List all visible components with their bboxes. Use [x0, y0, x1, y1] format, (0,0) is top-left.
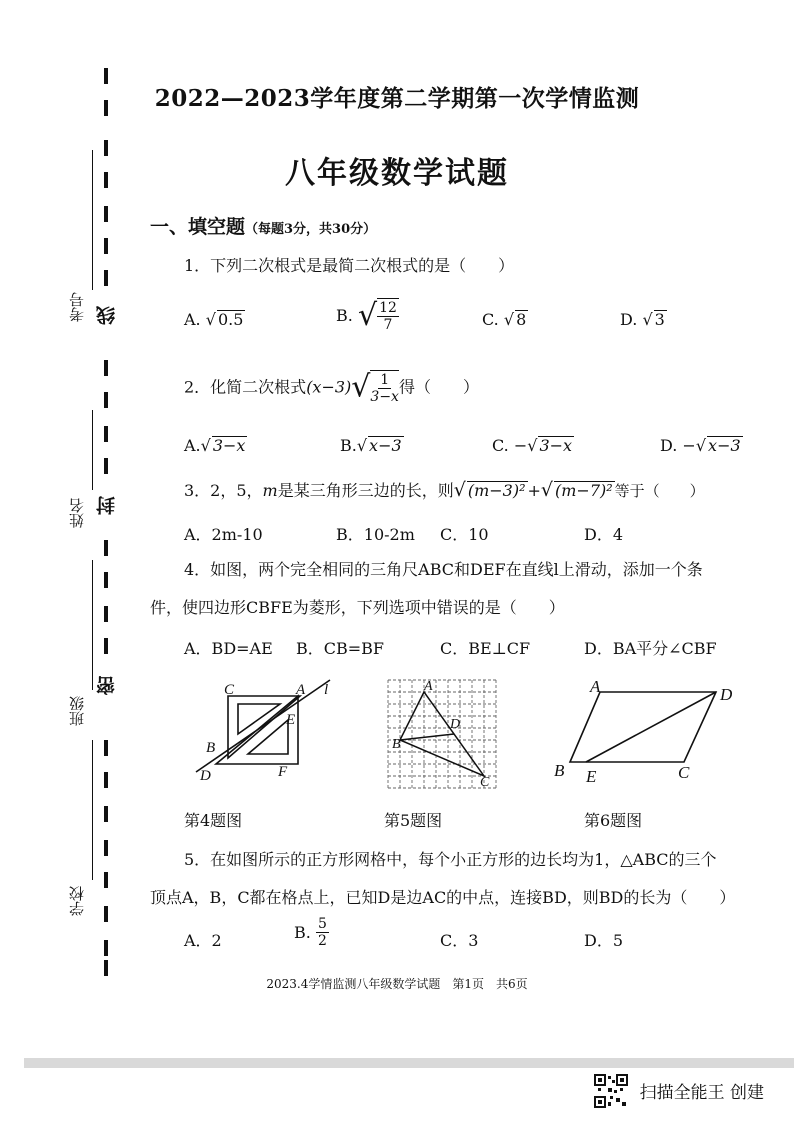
banji-label: 班级: [68, 696, 86, 726]
q3-option-d: D．4: [584, 525, 624, 544]
binding-dash: [104, 806, 108, 822]
q1-option-c: C. √ 8: [482, 310, 527, 329]
binding-dash: [104, 906, 108, 922]
page-footer: 2023.4学情监测八年级数学试题 第1页 共6页: [266, 977, 528, 991]
fig4-label-a: A: [296, 682, 306, 698]
mi-mark: 密: [96, 676, 118, 695]
q4-option-c: C．BE⊥CF: [440, 639, 531, 658]
binding-dash: [104, 458, 108, 474]
fig4-caption: 第4题图: [184, 811, 243, 830]
fig6-label-b: B: [554, 761, 565, 780]
xian-mark: 线: [96, 306, 118, 325]
q2-option-c: C. −√ 3−x: [492, 436, 573, 455]
fig4-label-d: D: [200, 768, 211, 784]
q3-stem: 3．2，5，m是某三角形三边的长，则√ (m−3)² +√ (m−7)² 等于（ ）: [184, 479, 705, 501]
fig6-segment-de: [586, 692, 716, 762]
binding-dash: [104, 606, 108, 622]
binding-dash: [104, 940, 108, 956]
section-title: [150, 212, 376, 239]
q1-option-b: B. √ $\frac{12}{7}$: [336, 298, 397, 333]
binding-dash: [104, 572, 108, 588]
fig6-label-c: C: [678, 763, 690, 782]
kaohao-label: 考号: [68, 292, 86, 322]
qr-code-icon: [594, 1074, 628, 1108]
q4-option-b: B．CB=BF: [296, 639, 385, 658]
fig5-label-a: A: [424, 679, 433, 694]
section-name: 一、填空题: [150, 216, 246, 238]
q3-option-c: C．10: [440, 525, 489, 544]
fig5-diagram: [384, 676, 500, 794]
q2-stem: 2．化简二次根式(x−3)√ $\frac{1}{3-x}$ 得（ ）: [184, 369, 479, 405]
fig4-label-c: C: [224, 682, 235, 698]
q1-stem: 1．下列二次根式是最简二次根式的是（ ）: [184, 256, 515, 275]
binding-dash: [104, 238, 108, 254]
fig4-label-l: l: [324, 682, 329, 698]
banji-underline: [92, 560, 93, 690]
feng-mark: 封: [96, 496, 118, 515]
binding-dash: [104, 840, 108, 856]
fig5-triangle-abc: [400, 692, 484, 776]
q1-option-d: D. √ 3: [620, 310, 665, 329]
xuexiao-label: 学校: [68, 886, 86, 916]
binding-dash: [104, 426, 108, 442]
q2-option-a: A.√ 3−x: [184, 436, 246, 455]
q5-option-a: A．2: [184, 931, 222, 950]
fig6-label-d: D: [720, 685, 733, 704]
q5-stem-line1: 5．在如图所示的正方形网格中，每个小正方形的边长均为1，△ABC的三个: [184, 850, 717, 869]
binding-dash: [104, 540, 108, 556]
fig6-caption: 第6题图: [584, 811, 643, 830]
xuexiao-underline: [92, 740, 93, 880]
scan-edge-shadow: [24, 1058, 794, 1068]
q2-option-b: B.√ x−3: [340, 436, 402, 455]
q4-option-a: A．BD=AE: [184, 639, 273, 658]
exam-subject: 八年级数学试题: [285, 156, 509, 191]
binding-dash: [104, 270, 108, 286]
q5-option-d: D．5: [584, 931, 624, 950]
xingming-label: 姓名: [68, 498, 86, 528]
section-note: （每题3分，共30分）: [245, 222, 377, 237]
binding-dash: [104, 772, 108, 788]
fig5-caption: 第5题图: [384, 811, 443, 830]
binding-dash: [104, 740, 108, 756]
fig5-label-b: B: [392, 737, 401, 752]
q1-option-a: A. √ 0.5: [184, 310, 244, 329]
xingming-underline: [92, 410, 93, 490]
q4-option-d: D．BA平分∠CBF: [584, 639, 717, 658]
binding-dash: [104, 360, 108, 376]
binding-dash: [104, 206, 108, 222]
fig6-parallelogram-abcd: [570, 692, 716, 762]
q5-stem-line2: 顶点A，B，C都在格点上，已知D是边AC的中点，连接BD，则BD的长为（ ）: [150, 888, 736, 907]
q3-option-b: B．10-2m: [336, 525, 415, 544]
fig5-label-c: C: [480, 775, 490, 790]
fig6-label-e: E: [586, 767, 597, 786]
fig4-diagram: [180, 672, 350, 792]
watermark-text: 扫描全能王 创建: [639, 1083, 764, 1103]
q3-option-a: A．2m-10: [184, 525, 263, 544]
fig4-label-b: B: [206, 740, 216, 756]
q4-stem-line1: 4．如图，两个完全相同的三角尺ABC和DEF在直线l上滑动，添加一个条: [184, 560, 703, 579]
q4-stem-line2: 件，使四边形CBFE为菱形，下列选项中错误的是（ ）: [150, 598, 565, 617]
exam-title: 2022—2023学年度第二学期第一次学情监测: [154, 85, 640, 112]
fig4-label-e: E: [286, 712, 296, 728]
fig6-diagram: [550, 676, 750, 786]
fig4-triangle-def-inner: [248, 720, 288, 754]
fig6-label-a: A: [590, 677, 601, 696]
binding-dash: [104, 392, 108, 408]
fig5-label-d: D: [450, 717, 461, 732]
fig5-segment-bd: [400, 734, 454, 740]
fig4-label-f: F: [278, 764, 288, 780]
binding-dash: [104, 872, 108, 888]
q5-option-c: C．3: [440, 931, 479, 950]
binding-dash: [104, 960, 108, 976]
binding-dash: [104, 638, 108, 654]
q2-option-d: D. −√ x−3: [660, 436, 741, 455]
q5-option-b: B. $\frac{5}{2}$: [294, 916, 327, 949]
